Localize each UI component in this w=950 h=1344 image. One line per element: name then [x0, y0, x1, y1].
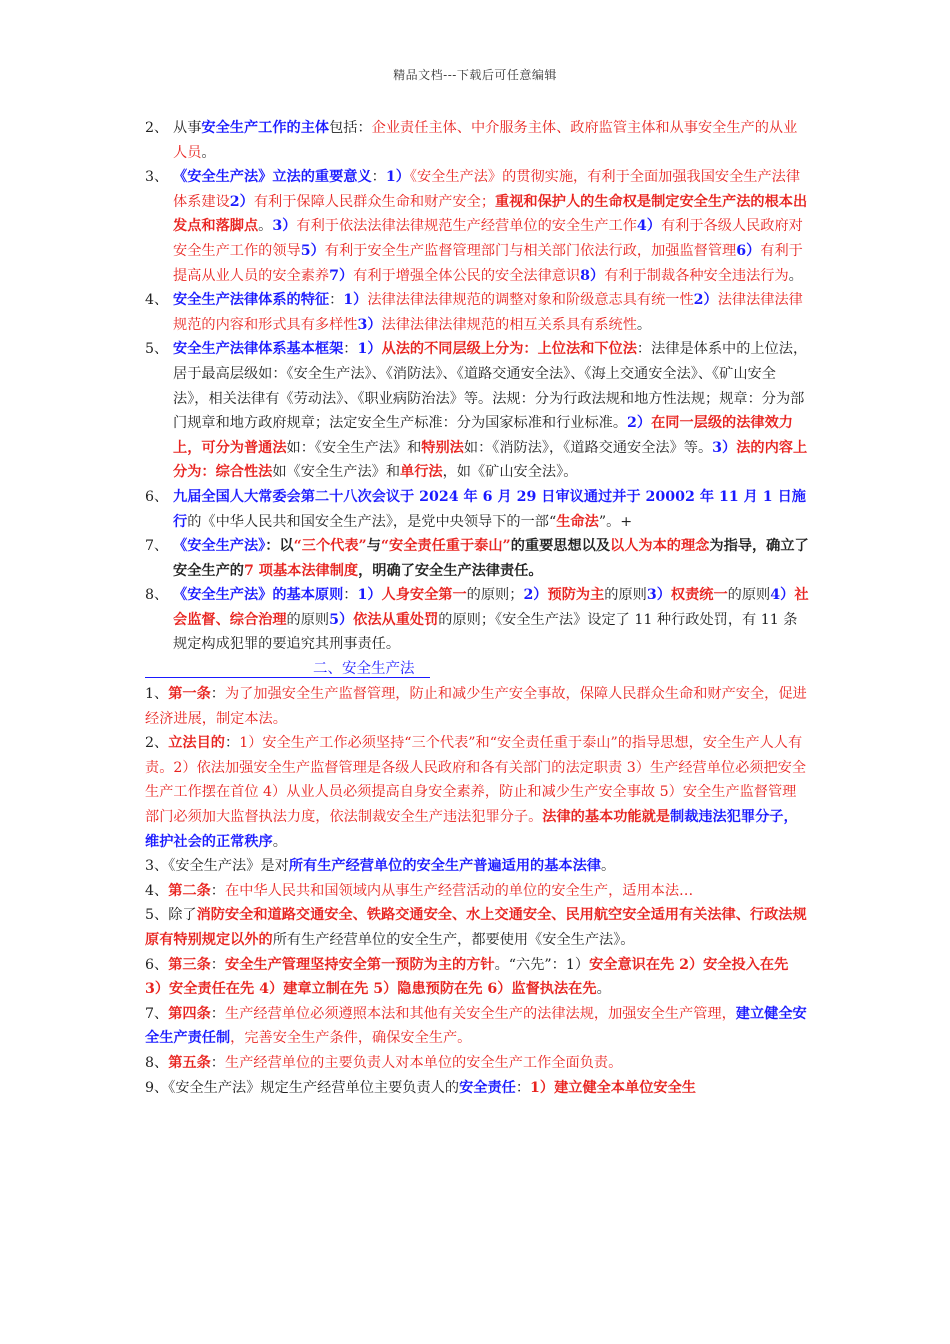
text-run: 安全责任: [459, 1079, 516, 1096]
list-item: [145, 583, 810, 657]
article-item: [145, 854, 810, 879]
text-run: 安全意识在先 2）安全投入在先 3）安全责任在先 4）建章立制在先 5）隐患预防在先 6）监督执法在先: [145, 956, 789, 998]
text-run: 法律法律法律规范的调整对象和阶级意志具有统一性: [367, 292, 694, 309]
text-run: 的原则；《安全生产法》设定了 11 种行政处罚，有 11 条规定构成犯罪的要追究其刑事责任。: [173, 611, 798, 653]
text-run: 3、《安全生产法》是对: [145, 858, 289, 875]
text-run: 2）: [627, 415, 652, 432]
item-number: 2、: [145, 120, 169, 136]
text-run: 与: [366, 538, 381, 555]
text-run: 安全生产法律体系基本框架: [173, 341, 344, 358]
text-run: 有利于安全生产监督管理部门与相关部门依法行政，加强监督管理: [324, 242, 737, 259]
item-number: 5、: [145, 341, 169, 358]
article-item: [145, 1002, 810, 1051]
text-run: ，明确了安全生产法律责任。: [358, 562, 543, 579]
text-run: 法律法律法律规范的内容和形式具有多样性: [173, 292, 803, 333]
text-run: 8）: [580, 267, 605, 284]
text-run: 6、: [145, 956, 169, 973]
text-run: ：: [515, 1079, 531, 1096]
text-run: 安全生产管理坚持安全第一预防为主的方针: [225, 956, 495, 973]
text-run: 《安全生产法》: [173, 538, 266, 555]
text-run: 特别法: [421, 439, 464, 456]
text-run: ：: [210, 686, 225, 703]
article-item: [145, 903, 810, 952]
text-run: 。: [201, 144, 216, 161]
text-run: 以人为本的理念: [610, 538, 710, 555]
text-run: 的原则: [286, 611, 330, 628]
text-run: 2）: [523, 587, 548, 604]
text-run: 4）: [636, 218, 661, 235]
text-run: ”。+: [598, 513, 633, 530]
text-run: “三个代表”: [293, 538, 367, 555]
text-run: 3）: [357, 316, 382, 333]
text-run: 1）: [357, 587, 382, 604]
item-number: 4、: [145, 292, 169, 309]
text-run: 。: [636, 316, 652, 333]
text-run: 所有生产经营单位的安全生产，都要使用《安全生产法》。: [272, 932, 635, 948]
article-item: [145, 879, 810, 904]
text-run: 如：《安全生产法》和: [286, 439, 422, 456]
text-run: 7、: [145, 1005, 169, 1022]
text-run: 的重要思想以及: [510, 538, 611, 555]
article-item: [145, 731, 810, 854]
text-run: 如：《消防法》，《道路交通安全法》等。: [463, 439, 713, 456]
text-run: 《安全生产法》立法的重要意义: [173, 169, 372, 186]
text-run: 在中华人民共和国领域内从事生产经营活动的单位的安全生产，适用本法…: [225, 882, 694, 899]
text-run: 5）: [329, 611, 354, 628]
text-run: ：: [210, 1005, 225, 1022]
list-item: [145, 165, 810, 288]
text-run: 1）: [343, 292, 368, 309]
text-run: 3）: [646, 587, 671, 604]
text-run: ：: [224, 735, 240, 752]
section-underline: [145, 677, 430, 678]
text-run: 安全生产工作的主体: [201, 120, 330, 136]
item-number: 7、: [145, 538, 169, 555]
text-run: 从法的不同层级上分为：上位法和下位法: [381, 341, 637, 358]
article-item: [145, 1051, 810, 1076]
list-item: [145, 337, 810, 485]
text-run: 法的内容上分为：综合性法: [173, 439, 808, 481]
text-run: 6）: [736, 242, 761, 259]
text-run: 。: [600, 858, 616, 875]
text-run: 第四条: [168, 1005, 211, 1022]
text-run: 单行法: [400, 464, 443, 481]
section-title: 二、安全生产法: [313, 661, 415, 678]
text-run: 有利于各级人民政府对安全生产工作的领导: [173, 218, 803, 259]
text-run: 建立健全安全生产责任制: [145, 1005, 807, 1047]
text-run: 3）: [272, 218, 297, 235]
text-run: 重视和保护人的生命权是制定安全生产法的根本出发点和落脚点: [173, 193, 808, 235]
text-run: 1）: [357, 341, 382, 358]
text-run: 生产经营单位必须遵照本法和其他有关安全生产的法律法规，加强安全生产管理，: [225, 1005, 736, 1022]
text-run: 7 项基本法律制度: [243, 562, 359, 579]
page-header: 精品文档---下载后可任意编辑: [393, 68, 557, 82]
text-run: 立法目的: [168, 735, 225, 752]
text-run: 3）: [712, 439, 737, 456]
text-run: 1）安全生产工作必须坚持“三个代表”和“安全责任重于泰山”的指导思想，安全生产人人有责。2）依法加强安全生产监督管理是各级人民政府和各有关部门的法定职责 3）生产经营单位必须把安全生产工作摆在首位 4）从业人员必须提高自身安全素养，防止和减少生产安全事故 5）安全生产监督管理部门必须加大监督执法力度，依法制裁安全生产违法犯罪分子。: [145, 735, 807, 826]
text-run: 第三条: [168, 956, 211, 973]
text-run: 2）: [229, 193, 254, 210]
text-run: 8、: [145, 1054, 169, 1071]
text-run: 2、: [145, 735, 169, 752]
text-run: 第二条: [168, 882, 211, 899]
text-run: 的《中华人民共和国安全生产法》，是党中央领导下的一部“: [187, 513, 557, 530]
text-run: 社会监督、综合治理: [173, 587, 809, 628]
text-run: 《安全生产法》的贯彻实施，有利于全面加强我国安全生产法律体系建设: [173, 169, 801, 210]
text-run: ：: [343, 341, 358, 358]
text-run: 7）: [329, 267, 354, 284]
item-number: 3、: [145, 169, 169, 186]
text-run: 生产经营单位的主要负责人对本单位的安全生产工作全面负责。: [225, 1054, 623, 1071]
text-run: 。: [596, 981, 611, 998]
numbered-list: [145, 116, 810, 657]
text-run: 制裁违法犯罪分子，维护社会的正常秩序: [145, 809, 798, 850]
article-item: [145, 953, 810, 1002]
text-run: 企业责任主体、中介服务主体、政府监管主体和从事安全生产的从业人员: [173, 120, 798, 161]
text-run: 为指导，确立了安全生产的: [173, 538, 809, 579]
text-run: 1）: [385, 169, 410, 186]
text-run: 。“六先”：1）: [494, 956, 590, 973]
text-run: 5、除了: [145, 907, 197, 924]
list-item: [145, 534, 810, 583]
text-run: 9、《安全生产法》规定生产经营单位主要负责人的: [145, 1079, 460, 1096]
text-run: 如《安全生产法》和: [272, 464, 401, 481]
text-run: 所有生产经营单位的安全生产普遍适用的基本法律: [288, 858, 601, 875]
section-heading: [145, 657, 810, 682]
text-run: 法律的基本功能就是: [542, 809, 670, 826]
text-run: ，完善安全生产条件，确保安全生产。: [230, 1030, 472, 1047]
text-run: ：: [210, 882, 225, 899]
text-run: 为了加强安全生产监督管理，防止和减少生产安全事故，保障人民群众生命和财产安全，促进经济进展，制定本法。: [145, 686, 807, 727]
text-run: 有利于提高从业人员的安全素养: [173, 242, 803, 284]
text-run: 5）: [300, 242, 325, 259]
item-number: 8、: [145, 587, 169, 604]
text-run: ：: [371, 169, 386, 186]
list-item: [145, 116, 810, 165]
text-run: 4、: [145, 882, 169, 899]
item-number: 6、: [145, 488, 169, 505]
text-run: 有利于依法法律法律规范生产经营单位的安全生产工作: [296, 218, 637, 235]
text-run: 第五条: [168, 1054, 211, 1071]
text-run: 在同一层级的法律效力上，可分为普通法: [173, 415, 793, 456]
text-run: ：: [210, 1054, 225, 1071]
text-run: 安全生产法律体系的特征: [173, 292, 330, 309]
text-run: 《安全生产法》的基本原则: [173, 587, 344, 604]
text-run: ，如《矿山安全法》。: [442, 464, 578, 481]
text-run: 人身安全第一: [381, 587, 467, 604]
text-run: 第一条: [168, 686, 211, 703]
text-run: 法律法律法律规范的相互关系具有系统性: [381, 316, 637, 333]
text-run: 4）: [770, 587, 795, 604]
list-item: [145, 288, 810, 337]
text-run: ：: [210, 956, 225, 973]
text-run: 2）: [693, 292, 718, 309]
text-run: 九届全国人大常委会第二十八次会议于 2024 年 6 月 29 日审议通过并于 20002 年 11 月 1 日施行: [173, 488, 806, 530]
text-run: 有利于增强全体公民的安全法律意识: [353, 267, 581, 284]
text-run: 生命法: [556, 513, 599, 530]
text-run: ：法律是体系中的上位法，居于最高层级如：《安全生产法》、《消防法》、《道路交通安全法》、《海上交通安全法》、《矿山安全法》，相关法律有《劳动法》、《职业病防治法》等。法规：分为行政法规和地方性法规；规章：分为部门规章和地方政府规章；法定安全生产标准：分为国家标准和行业标准。: [173, 341, 808, 432]
text-run: 的原则: [727, 587, 771, 604]
article-item: [145, 1076, 810, 1101]
text-run: “安全责任重于泰山”: [380, 538, 511, 555]
text-run: ：: [343, 587, 358, 604]
text-run: 依法从重处罚: [353, 611, 439, 628]
text-run: 从事: [173, 120, 202, 136]
text-run: 1、: [145, 686, 169, 703]
list-item: [145, 485, 810, 534]
text-run: 。: [258, 218, 273, 235]
text-run: 权责统一: [670, 587, 728, 604]
text-run: 有利于保障人民群众生命和财产安全；: [253, 193, 496, 210]
text-run: 包括：: [329, 120, 372, 136]
document-body: [145, 116, 810, 1100]
article-item: [145, 682, 810, 731]
article-list: [145, 682, 810, 1100]
text-run: 消防安全和道路交通安全、铁路交通安全、水上交通安全、民用航空安全适用有关法律、行政法规原有特别规定以外的: [145, 907, 807, 948]
text-run: 。: [788, 267, 803, 284]
text-run: ：以: [265, 538, 294, 555]
text-run: ：: [329, 292, 344, 309]
text-run: 的原则: [604, 587, 647, 604]
text-run: 。: [272, 833, 287, 850]
text-run: 预防为主: [547, 587, 605, 604]
text-run: 的原则；: [466, 587, 524, 604]
text-run: 有利于制裁各种安全违法行为: [604, 267, 789, 284]
text-run: 1）建立健全本单位安全生: [530, 1079, 696, 1096]
